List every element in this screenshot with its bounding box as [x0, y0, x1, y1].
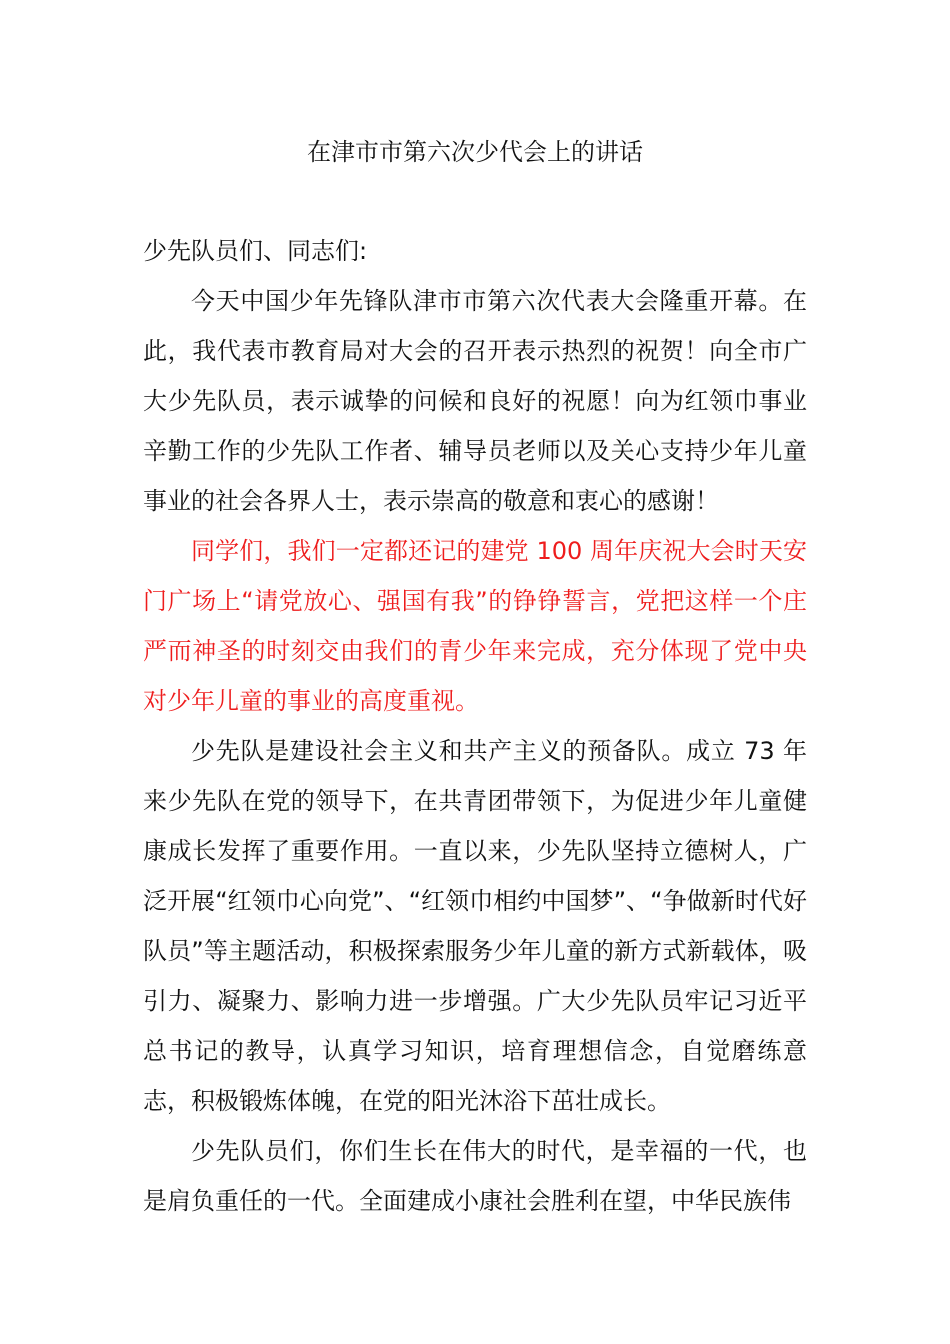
document-body [143, 226, 807, 1226]
document-title: 在津市市第六次少代会上的讲话 [307, 138, 643, 166]
paragraph-opening: 今天中国少年先锋队津市市第六次代表大会隆重开幕。在此，我代表市教育局对大会的召开表示热烈的祝贺！向全市广大少先队员，表示诚挚的问候和良好的祝愿！向为红领巾事业辛勤工作的少先队工作者、辅导员老师以及关心支持少年儿童事业的社会各界人士，表示崇高的敬意和衷心的感谢！ [143, 287, 807, 515]
paragraph-young-pioneers: 少先队是建设社会主义和共产主义的预备队。成立 73 年来少先队在党的领导下，在共青团带领下，为促进少年儿童健康成长发挥了重要作用。一直以来，少先队坚持立德树人，广泛开展“红领巾心向党”、“红领巾相约中国梦”、“争做新时代好队员”等主题活动，积极探索服务少年儿童的新方式新载体，吸引力、凝聚力、影响力进一步增强。广大少先队员牢记习近平总书记的教导，认真学习知识，培育理想信念，自觉磨练意志，积极锻炼体魄，在党的阳光沐浴下茁壮成长。 [143, 737, 807, 1115]
paragraph-highlighted-red: 同学们，我们一定都还记的建党 100 周年庆祝大会时天安门广场上“请党放心、强国有我”的铮铮誓言，党把这样一个庄严而神圣的时刻交由我们的青少年来完成，充分体现了党中央对少年儿童的事业的高度重视。 [143, 537, 807, 715]
paragraph-era: 少先队员们，你们生长在伟大的时代，是幸福的一代，也是肩负重任的一代。全面建成小康社会胜利在望，中华民族伟 [143, 1137, 807, 1215]
salutation: 少先队员们、同志们: [143, 237, 368, 265]
